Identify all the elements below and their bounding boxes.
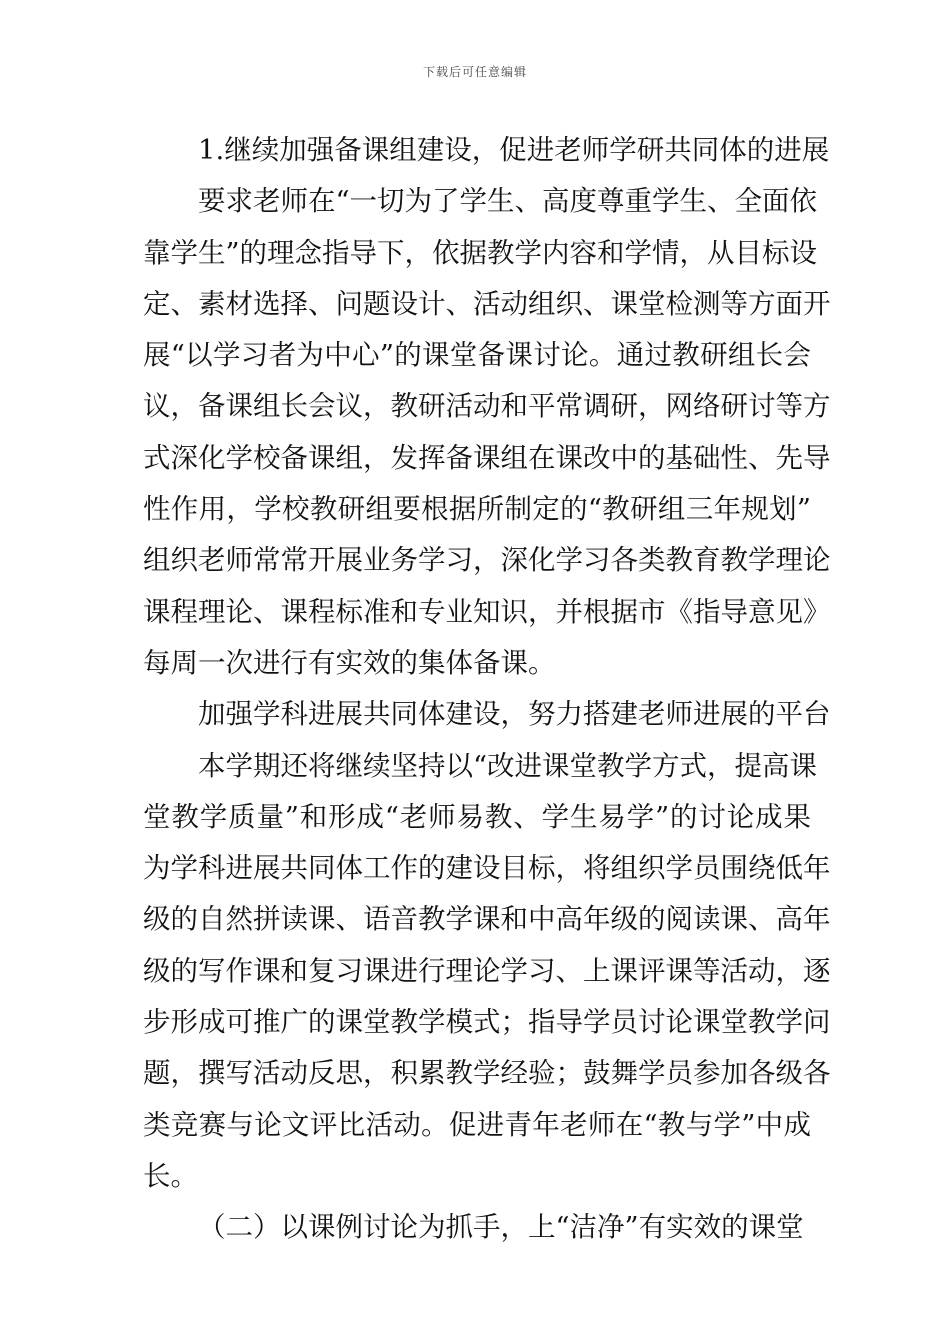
paragraph-line: 展“以学习者为中心”的课堂备课讨论。通过教研组长会	[143, 339, 811, 372]
paragraph-line: 课程理论、课程标准和专业知识，并根据市《指导意见》	[143, 595, 831, 628]
paragraph-line: 题，撰写活动反思，积累教学经验；鼓舞学员参加各级各	[143, 1057, 831, 1090]
paragraph-line: 性作用，学校教研组要根据所制定的“教研组三年规划”	[143, 493, 811, 526]
paragraph-line: 堂教学质量”和形成“老师易教、学生易学”的讨论成果	[143, 800, 811, 833]
paragraph-line: 步形成可推广的课堂教学模式；指导学员讨论课堂教学问	[143, 1006, 831, 1039]
section-heading-1: 1.继续加强备课组建设，促进老师学研共同体的进展	[198, 134, 830, 166]
paragraph-line: 组织老师常常开展业务学习，深化学习各类教育教学理论	[143, 544, 831, 577]
page-header: 下载后可任意编辑	[422, 65, 527, 79]
section-heading-2: 加强学科进展共同体建设，努力搭建老师进展的平台	[198, 698, 831, 731]
paragraph-line: 每周一次进行有实效的集体备课。	[143, 646, 556, 679]
paragraph-line: 要求老师在“一切为了学生、高度尊重学生、全面依	[198, 185, 818, 218]
paragraph-line: 靠学生”的理念指导下，依据教学内容和学情，从目标设	[143, 236, 818, 269]
section-heading-3: （二）以课例讨论为抓手，上“洁净”有实效的课堂	[198, 1211, 804, 1244]
paragraph-line: 式深化学校备课组，发挥备课组在课改中的基础性、先导	[143, 441, 831, 474]
paragraph-line: 定、素材选择、问题设计、活动组织、课堂检测等方面开	[143, 287, 831, 320]
paragraph-line: 级的写作课和复习课进行理论学习、上课评课等活动，逐	[143, 954, 831, 987]
paragraph-line: 本学期还将继续坚持以“改进课堂教学方式，提高课	[198, 749, 818, 782]
paragraph-line: 议，备课组长会议，教研活动和平常调研，网络研讨等方	[143, 390, 831, 423]
document-body	[143, 125, 831, 1254]
paragraph-line: 级的自然拼读课、语音教学课和中高年级的阅读课、高年	[143, 903, 831, 936]
paragraph-line: 为学科进展共同体工作的建设目标，将组织学员围绕低年	[143, 852, 831, 885]
paragraph-line: 长。	[143, 1159, 198, 1192]
paragraph-line: 类竞赛与论文评比活动。促进青年老师在“教与学”中成	[143, 1108, 811, 1141]
